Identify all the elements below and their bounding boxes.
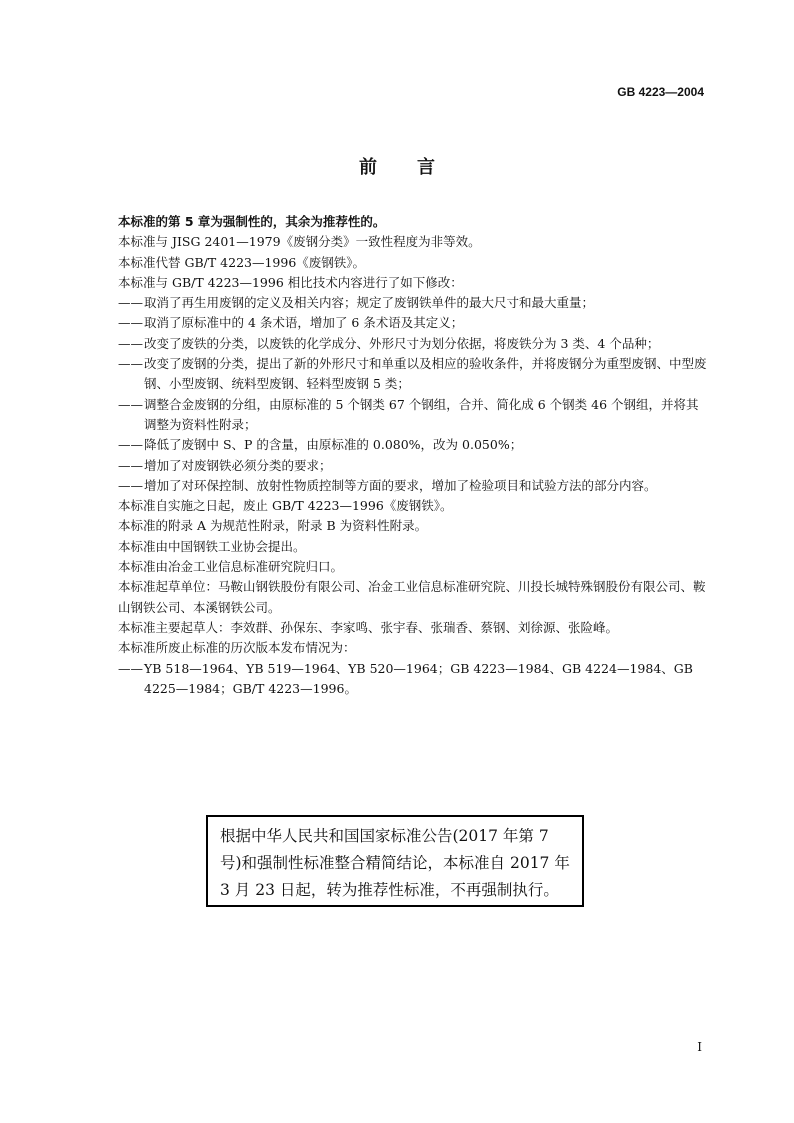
dash-marker: ——	[118, 457, 143, 473]
dash-marker: ——	[118, 477, 143, 493]
change-item-text: 增加了对废钢铁必须分类的要求；	[144, 457, 332, 473]
change-item	[118, 476, 708, 496]
paragraph-abolish: 本标准自实施之日起，废止 GB/T 4223—1996《废钢铁》。	[118, 498, 453, 514]
paragraph-replaces: 本标准代替 GB/T 4223—1996《废钢铁》。	[118, 254, 366, 270]
paragraph-changes-intro: 本标准与 GB/T 4223—1996 相比技术内容进行了如下修改：	[118, 274, 463, 290]
dash-marker: ——	[118, 315, 143, 331]
dash-marker: ——	[118, 660, 143, 676]
change-item	[118, 456, 708, 476]
notice-box: 根据中华人民共和国国家标准公告(2017 年第 7 号)和强制性标准整合精简结论，本标准自 2017 年 3 月 23 日起，转为推荐性标准，不再强制执行。	[206, 815, 584, 907]
dash-marker: ——	[118, 396, 143, 412]
page-number: I	[697, 1040, 702, 1054]
foreword-body	[118, 212, 708, 699]
dash-marker: ——	[118, 335, 143, 351]
change-item-text: 取消了再生用废钢的定义及相关内容；规定了废钢铁单件的最大尺寸和最大重量；	[144, 295, 595, 311]
change-item	[118, 313, 708, 333]
change-item-text: 改变了废铁的分类，以废铁的化学成分、外形尺寸为划分依据，将废铁分为 3 类、4 个品种；	[144, 335, 660, 351]
standard-code: GB 4223—2004	[617, 85, 704, 99]
change-item-text: 调整合金废钢的分组，由原标准的 5 个钢类 67 个钢组，合并、简化成 6 个钢类 46 个钢组，并将其调整为资料性附录；	[144, 396, 699, 432]
paragraph-proposer: 本标准由中国钢铁工业协会提出。	[118, 538, 306, 554]
change-item	[118, 354, 708, 395]
change-item	[118, 293, 708, 313]
page-title: 前言	[359, 157, 475, 178]
paragraph-drafters: 本标准主要起草人：李效群、孙保东、李家鸣、张宇春、张瑞香、蔡钢、刘徐源、张险峰。	[118, 619, 619, 635]
dash-marker: ——	[118, 295, 143, 311]
paragraph-history-intro: 本标准所废止标准的历次版本发布情况为：	[118, 640, 356, 656]
change-item-text: 改变了废钢的分类，提出了新的外形尺寸和单重以及相应的验收条件，并将废钢分为重型废钢、中型废钢、小型废钢、统料型废钢、轻料型废钢 5 类；	[144, 356, 707, 392]
history-text: YB 518—1964、YB 519—1964、YB 520—1964；GB 4223—1984、GB 4224—1984、GB 4225—1984；GB/T 4223—1996。	[144, 660, 693, 696]
change-item	[118, 435, 708, 455]
change-item-text: 取消了原标准中的 4 条术语，增加了 6 条术语及其定义；	[144, 315, 464, 331]
paragraph-equivalence: 本标准与 JISG 2401—1979《废钢分类》一致性程度为非等效。	[118, 234, 481, 250]
paragraph-annexes: 本标准的附录 A 为规范性附录，附录 B 为资料性附录。	[118, 518, 428, 534]
history-item	[118, 659, 708, 700]
paragraph-drafting-units: 本标准起草单位：马鞍山钢铁股份有限公司、冶金工业信息标准研究院、川投长城特殊钢股份有限公司、鞍山钢铁公司、本溪钢铁公司。	[118, 579, 706, 615]
change-item	[118, 334, 708, 354]
dash-marker: ——	[118, 356, 143, 372]
dash-marker: ——	[118, 437, 143, 453]
change-item-text: 增加了对环保控制、放射性物质控制等方面的要求，增加了检验项目和试验方法的部分内容。	[144, 477, 657, 493]
paragraph-administrator: 本标准由冶金工业信息标准研究院归口。	[118, 559, 344, 575]
change-item-text: 降低了废钢中 S、P 的含量，由原标准的 0.080%，改为 0.050%；	[144, 437, 523, 453]
paragraph-mandatory: 本标准的第 5 章为强制性的，其余为推荐性的。	[118, 214, 386, 229]
change-item	[118, 395, 708, 436]
